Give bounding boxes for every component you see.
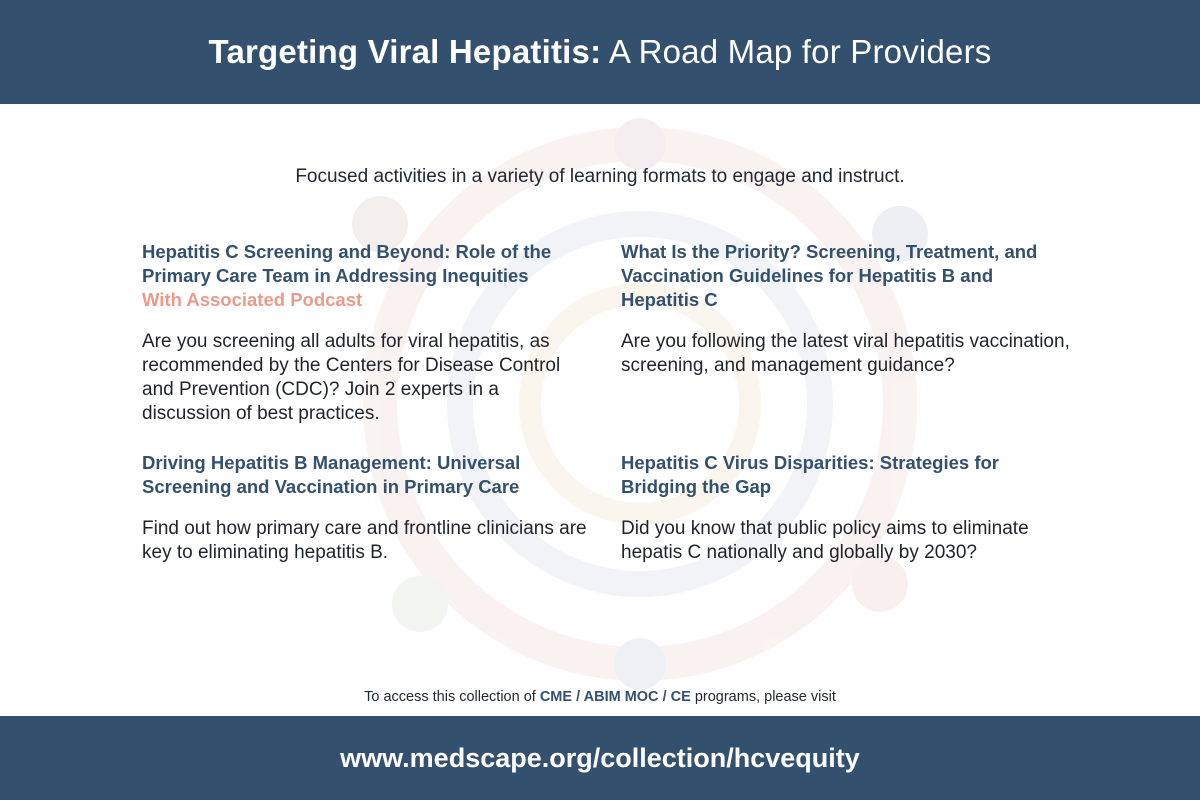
activity-description: Find out how primary care and frontline clinicians are key to eliminating hepatitis B. [142, 518, 587, 563]
ce-label: CE [670, 689, 691, 705]
header-banner [0, 0, 1200, 104]
activity-description: Are you screening all adults for viral hepatitis, as recommended by the Centers for Disease Control and Prevention (CDC)? Join 2 experts in a discussion of best practices. [142, 331, 561, 424]
activity-card-hcv-screening[interactable] [142, 240, 587, 426]
activity-title[interactable]: Hepatitis C Screening and Beyond: Role of the Primary Care Team in Addressing Inequities [142, 241, 552, 286]
separator: / [572, 689, 584, 705]
activity-card-hbv-management[interactable] [142, 451, 587, 565]
activity-card-hcv-disparities[interactable] [621, 451, 1071, 565]
activity-description: Did you know that public policy aims to eliminate hepatis C nationally and globally by 2030? [621, 518, 1029, 563]
activity-title[interactable]: Driving Hepatitis B Management: Universal Screening and Vaccination in Primary Care [142, 452, 521, 497]
cme-label: CME [539, 689, 573, 705]
activity-description: Are you following the latest viral hepatitis vaccination, screening, and management guidance? [621, 331, 1070, 376]
abim-moc-label: ABIM MOC [583, 689, 659, 705]
page-title [209, 33, 992, 71]
intro-text: Focused activities in a variety of learning formats to engage and instruct. [295, 166, 905, 187]
activity-title[interactable]: What Is the Priority? Screening, Treatment, and Vaccination Guidelines for Hepatitis B and Hepatitis C [621, 241, 1038, 310]
activity-card-priority-guidelines[interactable] [621, 240, 1071, 378]
footer-banner [0, 716, 1200, 800]
access-prefix: To access this collection of [364, 689, 540, 705]
collection-url-link[interactable]: www.medscape.org/collection/hcvequity [340, 742, 860, 773]
activity-podcast-label: With Associated Podcast [142, 289, 363, 310]
separator: / [658, 689, 671, 705]
access-suffix: programs, please visit [690, 689, 836, 705]
page-title-rest: A Road Map for Providers [601, 33, 992, 70]
page-title-bold: Targeting Viral Hepatitis: [208, 33, 602, 70]
access-instructions [0, 689, 1200, 705]
activity-title[interactable]: Hepatitis C Virus Disparities: Strategies for Bridging the Gap [621, 452, 999, 497]
